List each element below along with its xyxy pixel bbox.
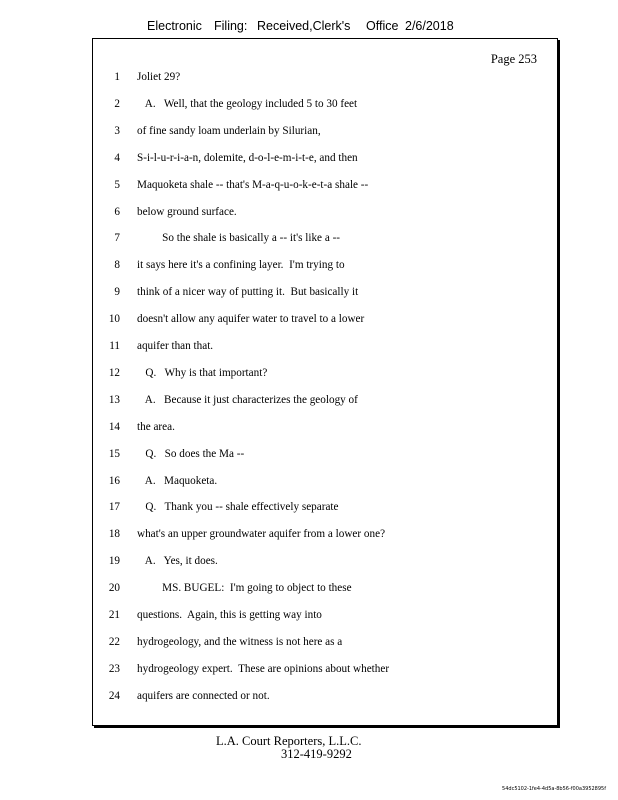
line-text: aquifers are connected or not. [137, 689, 270, 702]
line-number: 11 [109, 340, 120, 352]
document-id: 54dc5102-1fe4-4d5a-8b56-f00a3952895f [502, 786, 606, 792]
transcript-line [93, 498, 557, 516]
line-number: 8 [114, 259, 120, 272]
line-text: hydrogeology, and the witness is not here as a [137, 635, 343, 648]
line-text: Joliet 29? [137, 71, 181, 83]
transcript-line [93, 122, 557, 140]
transcript-line [93, 660, 557, 678]
line-text: aquifer than that. [137, 340, 214, 352]
line-number: 7 [114, 232, 120, 245]
transcript-line [93, 310, 557, 328]
line-number: 24 [108, 689, 120, 702]
header-office: Office [366, 19, 399, 33]
line-number: 23 [108, 662, 120, 675]
line-number: 22 [108, 635, 120, 648]
transcript-line [93, 229, 557, 247]
line-text: A. Well, that the geology included 5 to 30 feet [137, 97, 358, 110]
header-electronic: Electronic [147, 19, 202, 33]
line-number: 19 [108, 555, 120, 568]
line-number: 3 [114, 124, 120, 137]
line-text: MS. BUGEL: I'm going to object to these [137, 582, 352, 595]
line-text: of fine sandy loam underlain by Silurian, [137, 124, 321, 137]
line-text: So the shale is basically a -- it's like a -- [137, 232, 341, 245]
transcript-line [93, 633, 557, 651]
transcript-line [93, 337, 557, 355]
line-number: 2 [114, 97, 120, 110]
transcript-page [92, 38, 558, 726]
transcript-line [93, 687, 557, 705]
transcript-line [93, 472, 557, 490]
transcript-line [93, 283, 557, 301]
line-text: A. Yes, it does. [137, 555, 218, 568]
line-text: think of a nicer way of putting it. But basically it [137, 286, 359, 299]
header-received: Received,Clerk's [257, 19, 351, 33]
line-text: Maquoketa shale -- that's M-a-q-u-o-k-e-t-a shale -- [137, 178, 369, 191]
transcript-line [93, 176, 557, 194]
line-text: below ground surface. [137, 205, 237, 218]
footer-phone: 312-419-9292 [281, 747, 352, 761]
line-number: 10 [108, 313, 120, 326]
line-number: 5 [114, 178, 120, 191]
page-number: Page 253 [490, 52, 537, 66]
line-number: 12 [108, 366, 120, 379]
footer-company: L.A. Court Reporters, L.L.C. [216, 734, 362, 748]
line-text: Q. So does the Ma -- [137, 447, 245, 460]
line-number: 18 [108, 528, 120, 541]
line-text: the area. [137, 420, 175, 433]
line-number: 1 [114, 71, 120, 83]
line-text: A. Maquoketa. [137, 474, 218, 487]
transcript-line [93, 606, 557, 624]
transcript-line [93, 579, 557, 597]
transcript-line [93, 95, 557, 113]
transcript-line [93, 525, 557, 543]
line-number: 15 [108, 447, 120, 460]
line-number: 21 [108, 609, 120, 621]
line-number: 9 [114, 286, 120, 299]
line-text: it says here it's a confining layer. I'm trying to [137, 259, 345, 272]
line-number: 20 [108, 582, 120, 595]
transcript-line [93, 256, 557, 274]
line-text: questions. Again, this is getting way into [137, 609, 322, 621]
line-number: 17 [108, 501, 120, 514]
transcript-line [93, 391, 557, 409]
transcript-line [93, 364, 557, 382]
transcript-line [93, 445, 557, 463]
line-text: S-i-l-u-r-i-a-n, dolemite, d-o-l-e-m-i-t-e, and then [137, 151, 358, 164]
transcript-line [93, 203, 557, 221]
filing-header [0, 19, 618, 37]
header-date: 2/6/2018 [405, 19, 454, 33]
transcript-line [93, 68, 557, 86]
line-text: what's an upper groundwater aquifer from a lower one? [137, 528, 386, 541]
line-text: A. Because it just characterizes the geology of [137, 393, 358, 406]
transcript-line [93, 552, 557, 570]
line-number: 14 [108, 420, 120, 433]
header-filing: Filing: [214, 19, 248, 33]
line-text: Q. Thank you -- shale effectively separate [137, 501, 339, 514]
transcript-line [93, 418, 557, 436]
transcript-line [93, 149, 557, 167]
line-text: Q. Why is that important? [137, 366, 268, 379]
line-number: 4 [114, 151, 120, 164]
line-number: 6 [114, 205, 120, 218]
line-text: hydrogeology expert. These are opinions about whether [137, 662, 390, 675]
line-number: 16 [108, 474, 120, 487]
line-text: doesn't allow any aquifer water to travel to a lower [137, 313, 365, 326]
line-number: 13 [108, 393, 120, 406]
